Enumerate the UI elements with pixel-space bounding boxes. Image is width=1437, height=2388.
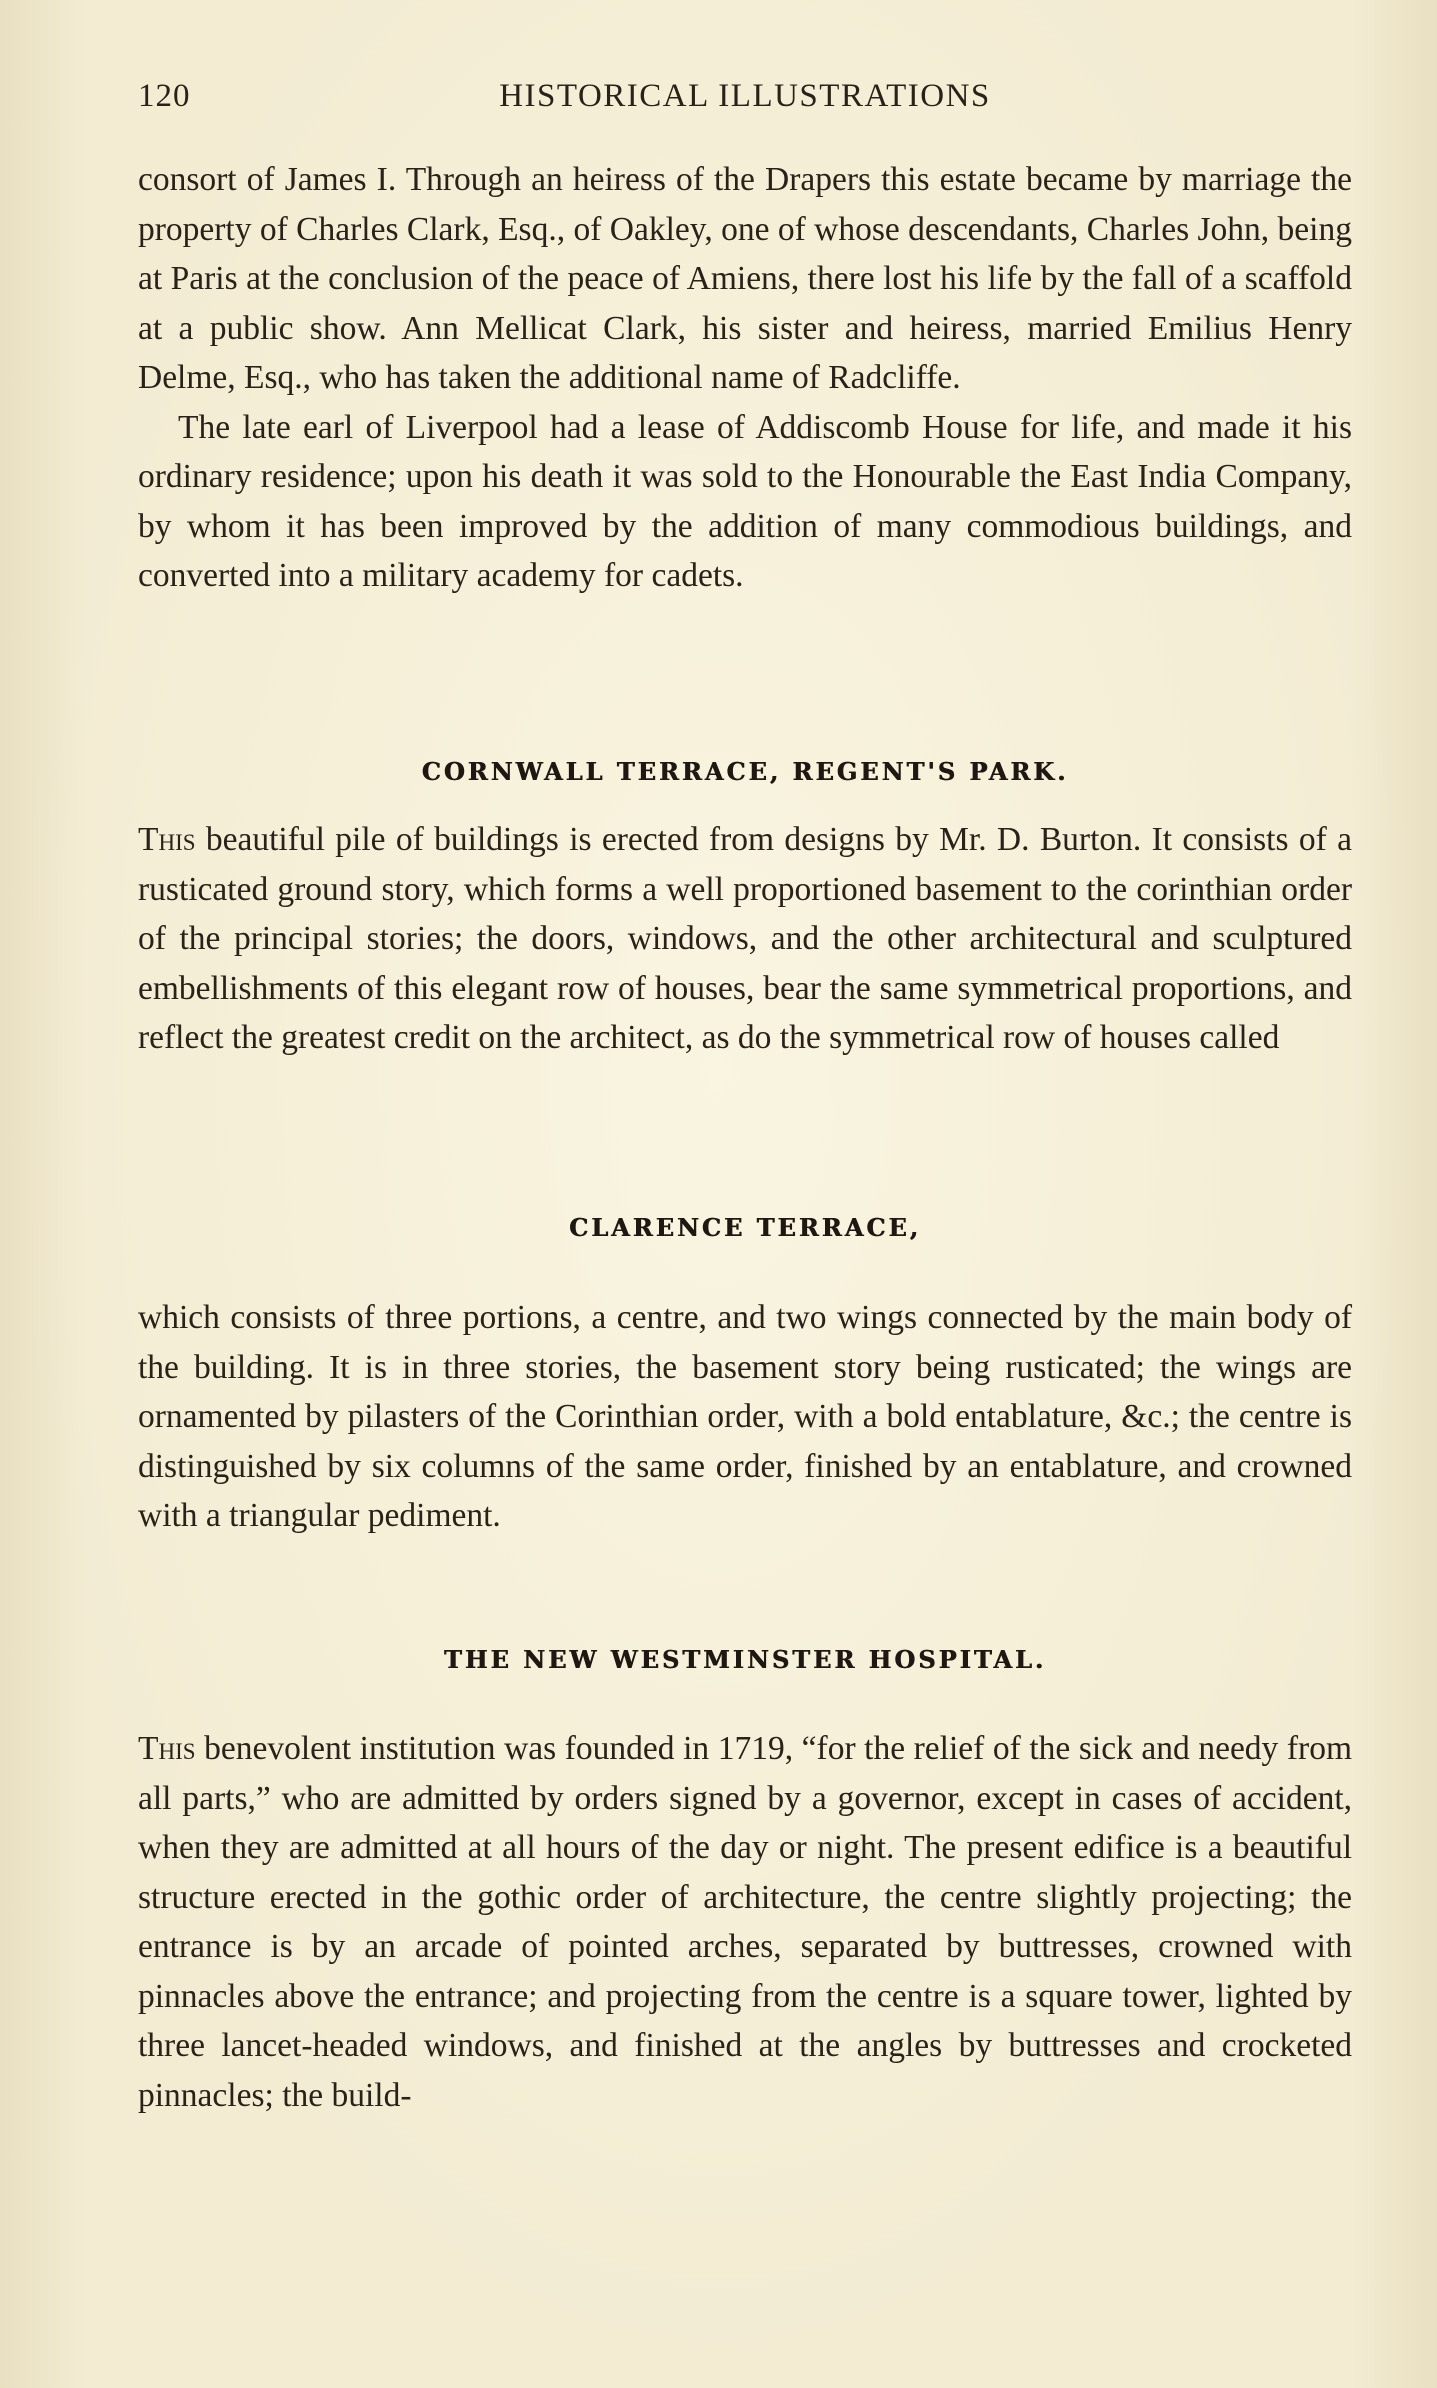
hospital-text-block — [138, 1724, 1352, 2120]
paragraph-cornwall-terrace — [138, 815, 1352, 1063]
small-caps-lead: This — [138, 1730, 196, 1767]
paragraph-body: beautiful pile of buildings is erected from designs by Mr. D. Burton. It consists of a rusticated ground story, which forms a well proportioned basement to the corinthian order of the principal stories; the doors, windows, and the other architectural and sculptured embellishments of this elegant row of houses, bear the same symmetrical proportions, and reflect the greatest credit on the architect, as do the symmetrical row of houses called — [138, 821, 1352, 1056]
page-number: 120 — [138, 78, 191, 114]
section-heading-cornwall-terrace: CORNWALL TERRACE, REGENT'S PARK. — [421, 757, 1069, 786]
small-caps-lead: This — [138, 821, 196, 858]
paragraph-addiscomb-house: The late earl of Liverpool had a lease of Addiscomb House for life, and made it his ordinary residence; upon his death it was sold to the Honourable the East India Company, by whom it has been improved by the addition of many commodious buildings, and converted into a military academy for cadets. — [138, 408, 1352, 594]
section-heading-clarence-terrace: CLARENCE TERRACE, — [569, 1213, 921, 1242]
section-heading-westminster-hospital: THE NEW WESTMINSTER HOSPITAL. — [443, 1645, 1047, 1674]
paragraph-clarence-terrace: which consists of three portions, a centre, and two wings connected by the main body of the building. It is in three stories, the basement story being rusticated; the wings are ornamented by pilasters of the Corinthian order, with a bold entablature, &c.; the centre is distinguished by six columns of the same order, finished by an entablature, and crowned with a triangular pediment. — [138, 1299, 1352, 1534]
running-head — [138, 78, 1352, 128]
clarence-text-block — [138, 1293, 1352, 1541]
addiscomb-text-block — [138, 155, 1352, 601]
paragraph-body: benevolent institution was founded in 1719, “for the relief of the sick and needy from all parts,” who are admitted by orders signed by a governor, except in cases of accident, when they are admitted at all hours of the day or night. The present edifice is a beautiful structure erected in the gothic order of architecture, the centre slightly projecting; the entrance is by an arcade of pointed arches, separated by buttresses, crowned with pinnacles above the entrance; and projecting from the centre is a square tower, lighted by three lancet-headed windows, and finished at the angles by buttresses and crocketed pinnacles; the build- — [138, 1730, 1352, 2114]
running-title: HISTORICAL ILLUSTRATIONS — [499, 78, 991, 114]
paragraph-westminster-hospital — [138, 1724, 1352, 2120]
paragraph-drapers-estate: consort of James I. Through an heiress of the Drapers this estate became by marriage the property of Charles Clark, Esq., of Oakley, one of whose descendants, Charles John, being at Paris at the conclusion of the peace of Amiens, there lost his life by the fall of a scaffold at a public show. Ann Mellicat Clark, his sister and heiress, married Emilius Henry Delme, Esq., who has taken the additional name of Radcliffe. — [138, 161, 1352, 396]
cornwall-text-block — [138, 815, 1352, 1063]
